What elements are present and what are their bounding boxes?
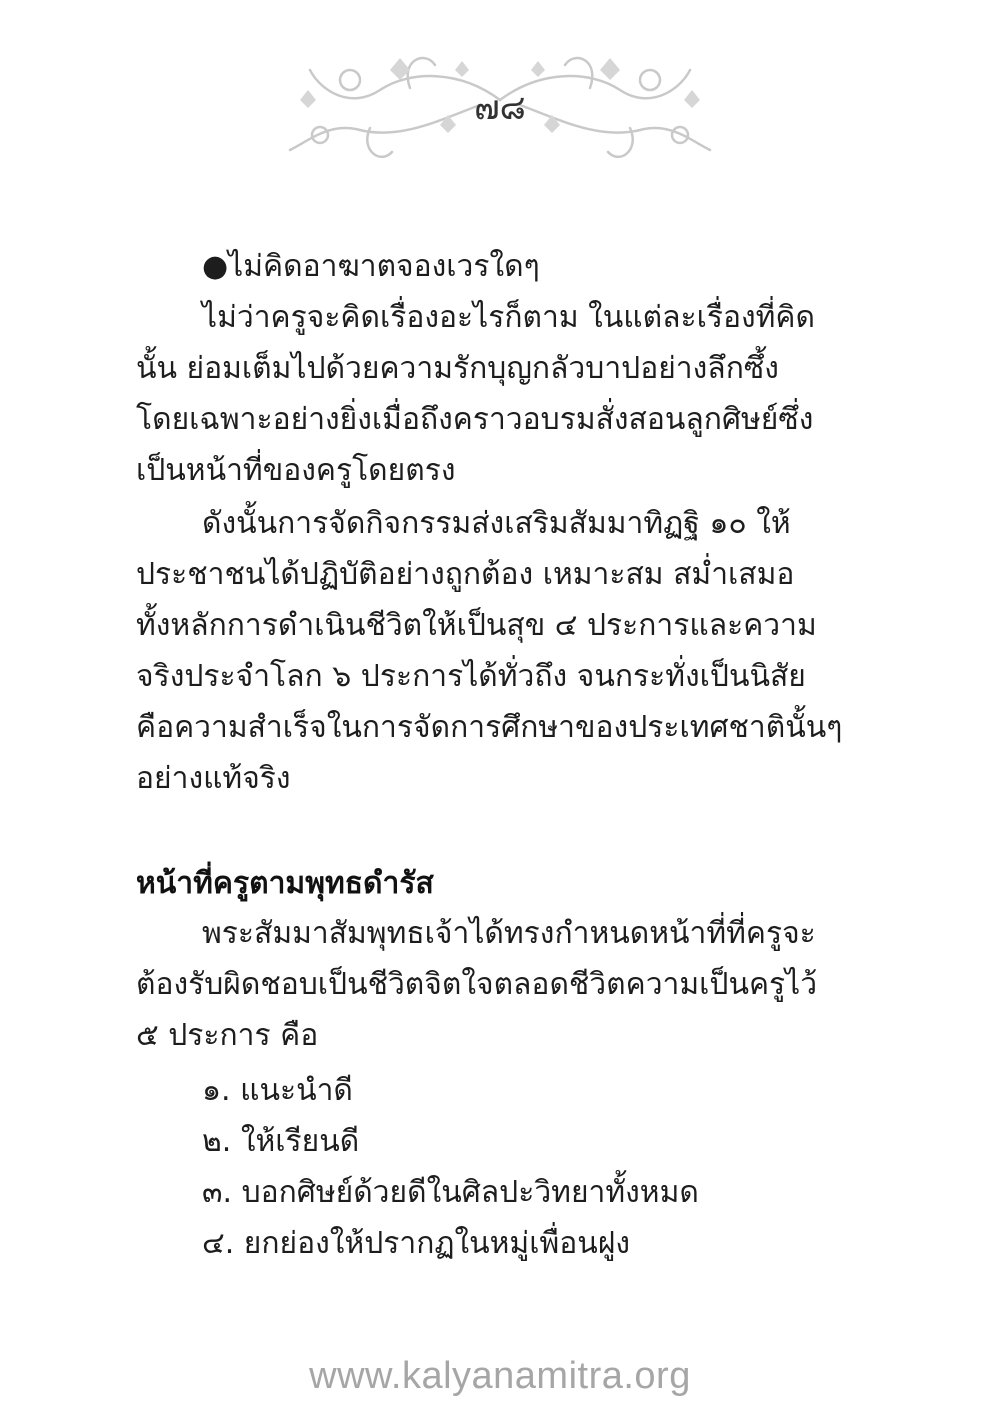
footer-url: www.kalyanamitra.org	[309, 1355, 691, 1397]
list-item: ๔. ยกย่องให้ปรากฏในหมู่เพื่อนฝูง	[202, 1226, 630, 1261]
paragraph-line: อย่างแท้จริง	[136, 761, 291, 796]
paragraph-line: ต้องรับผิดชอบเป็นชีวิตจิตใจตลอดชีวิตความเป็นครูไว้	[136, 967, 818, 1002]
section-heading: หน้าที่ครูตามพุทธดำรัส	[136, 866, 434, 901]
paragraph-line: ดังนั้นการจัดกิจกรรมส่งเสริมสัมมาทิฏฐิ ๑๐ ให้	[202, 506, 791, 541]
list-item: ๓. บอกศิษย์ด้วยดีในศิลปะวิทยาทั้งหมด	[202, 1175, 699, 1210]
paragraph-line: ประชาชนได้ปฏิบัติอย่างถูกต้อง เหมาะสม สม่ำเสมอ	[136, 557, 795, 592]
bullet-title: ●ไม่คิดอาฆาตจองเวรใดๆ	[202, 249, 540, 284]
list-item: ๒. ให้เรียนดี	[202, 1124, 360, 1159]
paragraph-line: เป็นหน้าที่ของครูโดยตรง	[136, 453, 456, 488]
paragraph-line: คือความสำเร็จในการจัดการศึกษาของประเทศชาตินั้นๆ	[136, 710, 843, 745]
page-number: ๗๘	[474, 88, 526, 128]
list-item: ๑. แนะนำดี	[202, 1073, 353, 1108]
paragraph-line: โดยเฉพาะอย่างยิ่งเมื่อถึงคราวอบรมสั่งสอนลูกศิษย์ซึ่ง	[136, 402, 814, 437]
paragraph-line: ทั้งหลักการดำเนินชีวิตให้เป็นสุข ๔ ประการและความ	[136, 608, 817, 643]
paragraph-line: พระสัมมาสัมพุทธเจ้าได้ทรงกำหนดหน้าที่ที่ครูจะ	[202, 916, 816, 951]
paragraph-line: ๕ ประการ คือ	[136, 1018, 319, 1053]
paragraph-line: จริงประจำโลก ๖ ประการได้ทั่วถึง จนกระทั่งเป็นนิสัย	[136, 659, 806, 694]
paragraph-line: ไม่ว่าครูจะคิดเรื่องอะไรก็ตาม ในแต่ละเรื่องที่คิด	[202, 300, 815, 335]
paragraph-line: นั้น ย่อมเต็มไปด้วยความรักบุญกลัวบาปอย่างลึกซึ้ง	[136, 351, 779, 386]
